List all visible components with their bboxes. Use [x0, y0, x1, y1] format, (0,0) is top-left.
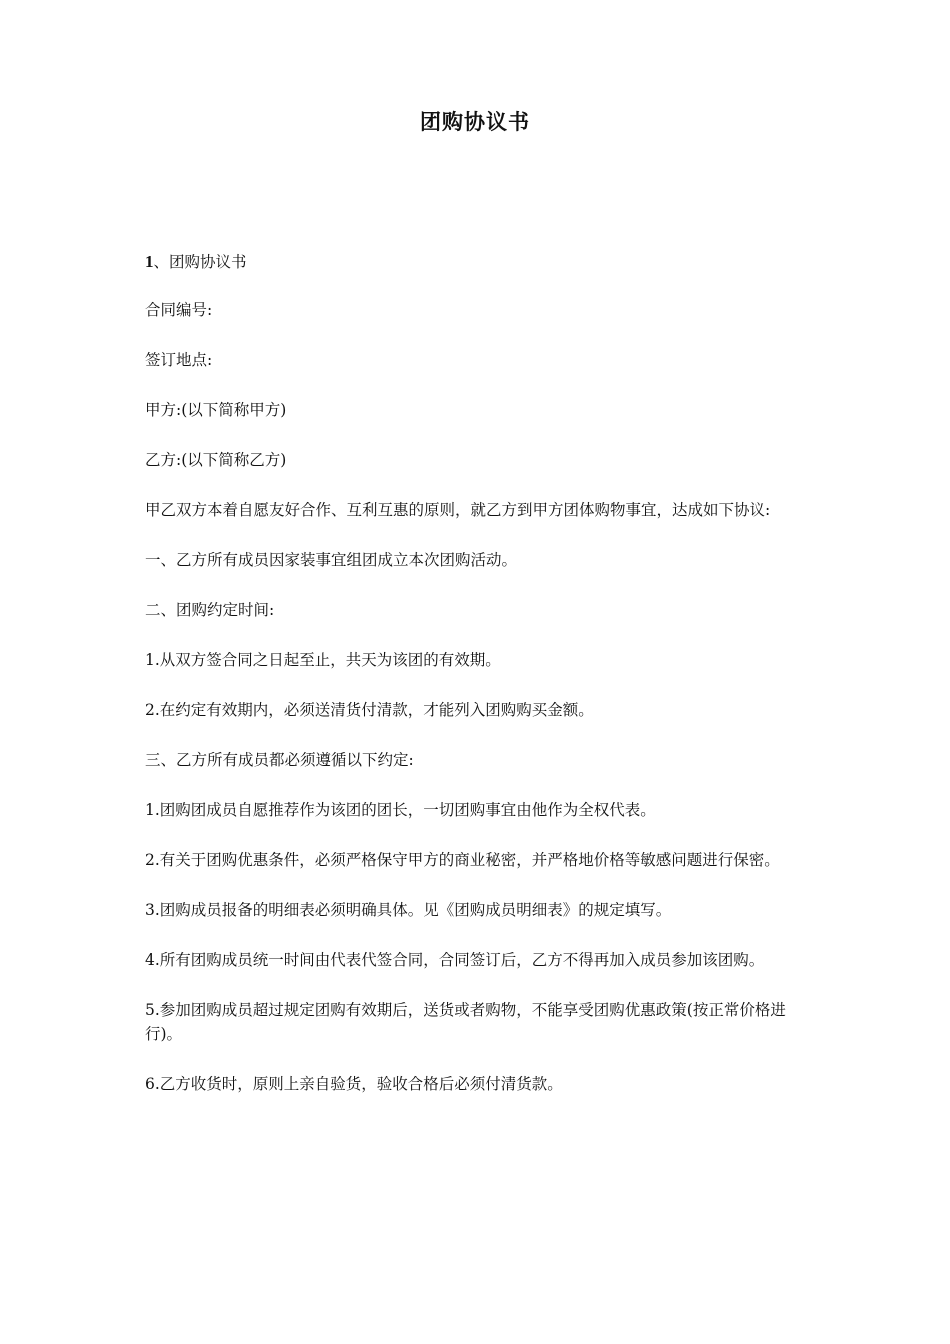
clause-paragraph: 三、乙方所有成员都必须遵循以下约定:	[145, 751, 414, 769]
contract-number-line: 合同编号:	[145, 301, 213, 319]
clause-paragraph: 2.有关于团购优惠条件，必须严格保守甲方的商业秘密，并严格地价格等敏感问题进行保密。	[145, 851, 780, 869]
preamble-paragraph: 甲乙双方本着自愿友好合作、互利互惠的原则，就乙方到甲方团体购物事宜，达成如下协议:	[145, 501, 771, 519]
section-number: 1	[145, 252, 154, 271]
document-title: 团购协议书	[420, 109, 530, 134]
clause-paragraph: 1.团购团成员自愿推荐作为该团的团长，一切团购事宜由他作为全权代表。	[145, 801, 656, 819]
section-title: 、团购协议书	[153, 253, 247, 271]
signing-location-line: 签订地点:	[145, 351, 213, 369]
clause-paragraph: 3.团购成员报备的明细表必须明确具体。见《团购成员明细表》的规定填写。	[145, 901, 672, 919]
clause-paragraph: 二、团购约定时间:	[145, 601, 275, 619]
document-body	[145, 250, 820, 1122]
clause-paragraph: 2.在约定有效期内，必须送清货付清款，才能列入团购购买金额。	[145, 701, 594, 719]
clause-paragraph: 4.所有团购成员统一时间由代表代签合同，合同签订后，乙方不得再加入成员参加该团购。	[145, 951, 765, 969]
clause-paragraph: 6.乙方收货时，原则上亲自验货，验收合格后必须付清货款。	[145, 1075, 563, 1093]
clause-paragraph: 5.参加团购成员超过规定团购有效期后，送货或者购物，不能享受团购优惠政策(按正常价格进行)。	[145, 1001, 786, 1043]
clause-paragraph: 1.从双方签合同之日起至止，共天为该团的有效期。	[145, 651, 501, 669]
clause-paragraph: 一、乙方所有成员因家装事宜组团成立本次团购活动。	[145, 551, 518, 569]
party-a-line: 甲方:(以下简称甲方)	[145, 401, 287, 419]
party-b-line: 乙方:(以下简称乙方)	[145, 451, 287, 469]
section-heading	[145, 250, 820, 274]
